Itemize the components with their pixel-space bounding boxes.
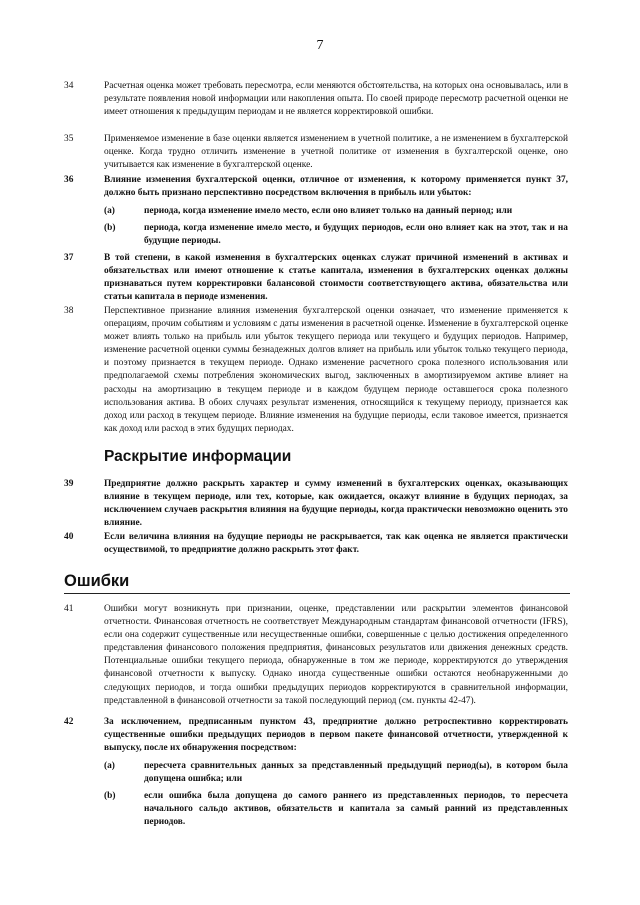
- paragraph-text: Перспективное признание влияния изменения бухгалтерской оценки означает, что изменение применяется к операциям, прочим событиям и условиям с даты изменения в расчетной оценке. Изменение в бухгалтерской оценке может влиять только на прибыль или убыток текущего периода или текущего и будущих периодов. Например, изменение расчетной оценки суммы безнадежных долгов влияет на прибыль или убыток только текущего периода, и поэтому признается в текущем периоде. Однако изменение расчетного срока полезного использования или предполагаемой схемы потребления экономических выгод, заключенных в амортизируемом активе влияет на расходы на амортизацию в текущем периоде и в каждом будущем периоде оставшегося срока полезного использования актива. В обоих случаях результат изменения, относящийся к текущему периоду, признается как доход или расход в текущем периоде. Влияние изменения на будущие периоды, если таковое имеется, признается как доход или расход в этих будущих периодах.: [104, 306, 568, 434]
- paragraph-text: Предприятие должно раскрыть характер и сумму изменений в бухгалтерских оценках, оказывающих влияние в текущем периоде, или тех, которые, как ожидается, окажут влияние в будущих периодах, за исключением случаев раскрытия влияния на будущие периоды, когда практически невозможно оценить это влияние.: [104, 479, 568, 529]
- sub-item-letter: (a): [104, 761, 115, 771]
- paragraph-34: [64, 80, 568, 119]
- paragraph-number: 39: [64, 479, 74, 489]
- paragraph-number: 34: [64, 81, 74, 91]
- paragraph-text: Ошибки могут возникнуть при признании, оценке, представлении или раскрытии элементов финансовой отчетности. Финансовая отчетность не соответствует Международным стандартам финансовой отчетности (IFRS), если она содержит существенные или несущественные ошибки, совершенные с целью достижения определенного представления финансового положения предприятия, финансовых результатов или движения денежных средств. Потенциальные ошибки текущего периода, обнаруженные в том же периоде, корректируются до утверждения финансовой отчетности к выпуску. Однако иногда существенные ошибки остаются необнаруженными до следующих периодов, и тогда ошибки предыдущих периодов корректируются в сравнительной информации, представленной в финансовой отчетности за такой последующий период (см. пункты 42-47).: [104, 604, 568, 706]
- paragraph-number: 38: [64, 306, 74, 316]
- paragraph-number: 37: [64, 253, 74, 263]
- paragraph-text: За исключением, предписанным пунктом 43, предприятие должно ретроспективно корректировать существенные ошибки предыдущих периодов в первом пакете финансовой отчетности, утвержденной к выпуску, после их обнаружения посредством:: [104, 717, 568, 754]
- sub-item-text: периода, когда изменение имело место, если оно влияет только на данный период; или: [144, 206, 513, 216]
- sub-item-letter: (b): [104, 223, 116, 233]
- section-divider: [64, 593, 570, 594]
- sub-item-36b: [104, 222, 568, 248]
- section-heading-disclosure: Раскрытие информации: [104, 448, 292, 465]
- sub-item-42a: [104, 760, 568, 786]
- paragraph-36: [64, 174, 568, 200]
- paragraph-text: Влияние изменения бухгалтерской оценки, отличное от изменения, к которому применяется пункт 37, должно быть признано перспективно посредством включения в прибыль или убыток:: [104, 175, 568, 199]
- paragraph-41: [64, 603, 568, 708]
- paragraph-text: Применяемое изменение в базе оценки является изменением в учетной политике, а не изменением в бухгалтерской оценке. Когда трудно отличить изменение в учетной политике от изменения в бухгалтерской оценке, оно учитывается как изменение в бухгалтерской оценке.: [104, 134, 568, 171]
- paragraph-text: Если величина влияния на будущие периоды не раскрывается, так как оценка не является практически осуществимой, то предприятие должно раскрыть этот факт.: [104, 532, 568, 556]
- paragraph-text: Расчетная оценка может требовать пересмотра, если меняются обстоятельства, на которых она основывалась, или в результате появления новой информации или накопления опыта. По своей природе пересмотр расчетной оценки не имеет отношения к предыдущим периодам и не является корректировкой ошибки.: [104, 81, 568, 118]
- paragraph-number: 40: [64, 532, 74, 542]
- sub-item-text: если ошибка была допущена до самого раннего из представленных периодов, то пересчета начального сальдо активов, обязательств и капитала за самый ранний из представленных периодов.: [144, 791, 568, 828]
- paragraph-38: [64, 305, 568, 436]
- paragraph-number: 42: [64, 717, 74, 727]
- section-heading-errors: Ошибки: [64, 572, 130, 590]
- page-number: 7: [316, 38, 324, 53]
- sub-item-letter: (a): [104, 206, 115, 216]
- sub-item-text: пересчета сравнительных данных за представленный предыдущий период(ы), в котором была допущена ошибка; или: [144, 761, 568, 785]
- paragraph-42: [64, 716, 568, 755]
- paragraph-text: В той степени, в какой изменения в бухгалтерских оценках служат причиной изменений в активах и обязательствах или имеют отношение к статье капитала, изменения в бухгалтерских оценках должны признаваться путем корректировки балансовой стоимости соответствующего актива, обязательства или статьи капитала в периоде изменения.: [104, 253, 568, 303]
- paragraph-39: [64, 478, 568, 530]
- sub-item-42b: [104, 790, 568, 829]
- paragraph-40: [64, 531, 568, 557]
- paragraph-37: [64, 252, 568, 304]
- sub-item-36a: [104, 205, 568, 218]
- paragraph-number: 35: [64, 134, 74, 144]
- paragraph-35: [64, 133, 568, 172]
- paragraph-number: 36: [64, 175, 74, 185]
- paragraph-number: 41: [64, 604, 74, 614]
- sub-item-text: периода, когда изменение имело место, и будущих периодов, если оно влияет как на этот, так и на будущие периоды.: [144, 223, 568, 247]
- sub-item-letter: (b): [104, 791, 116, 801]
